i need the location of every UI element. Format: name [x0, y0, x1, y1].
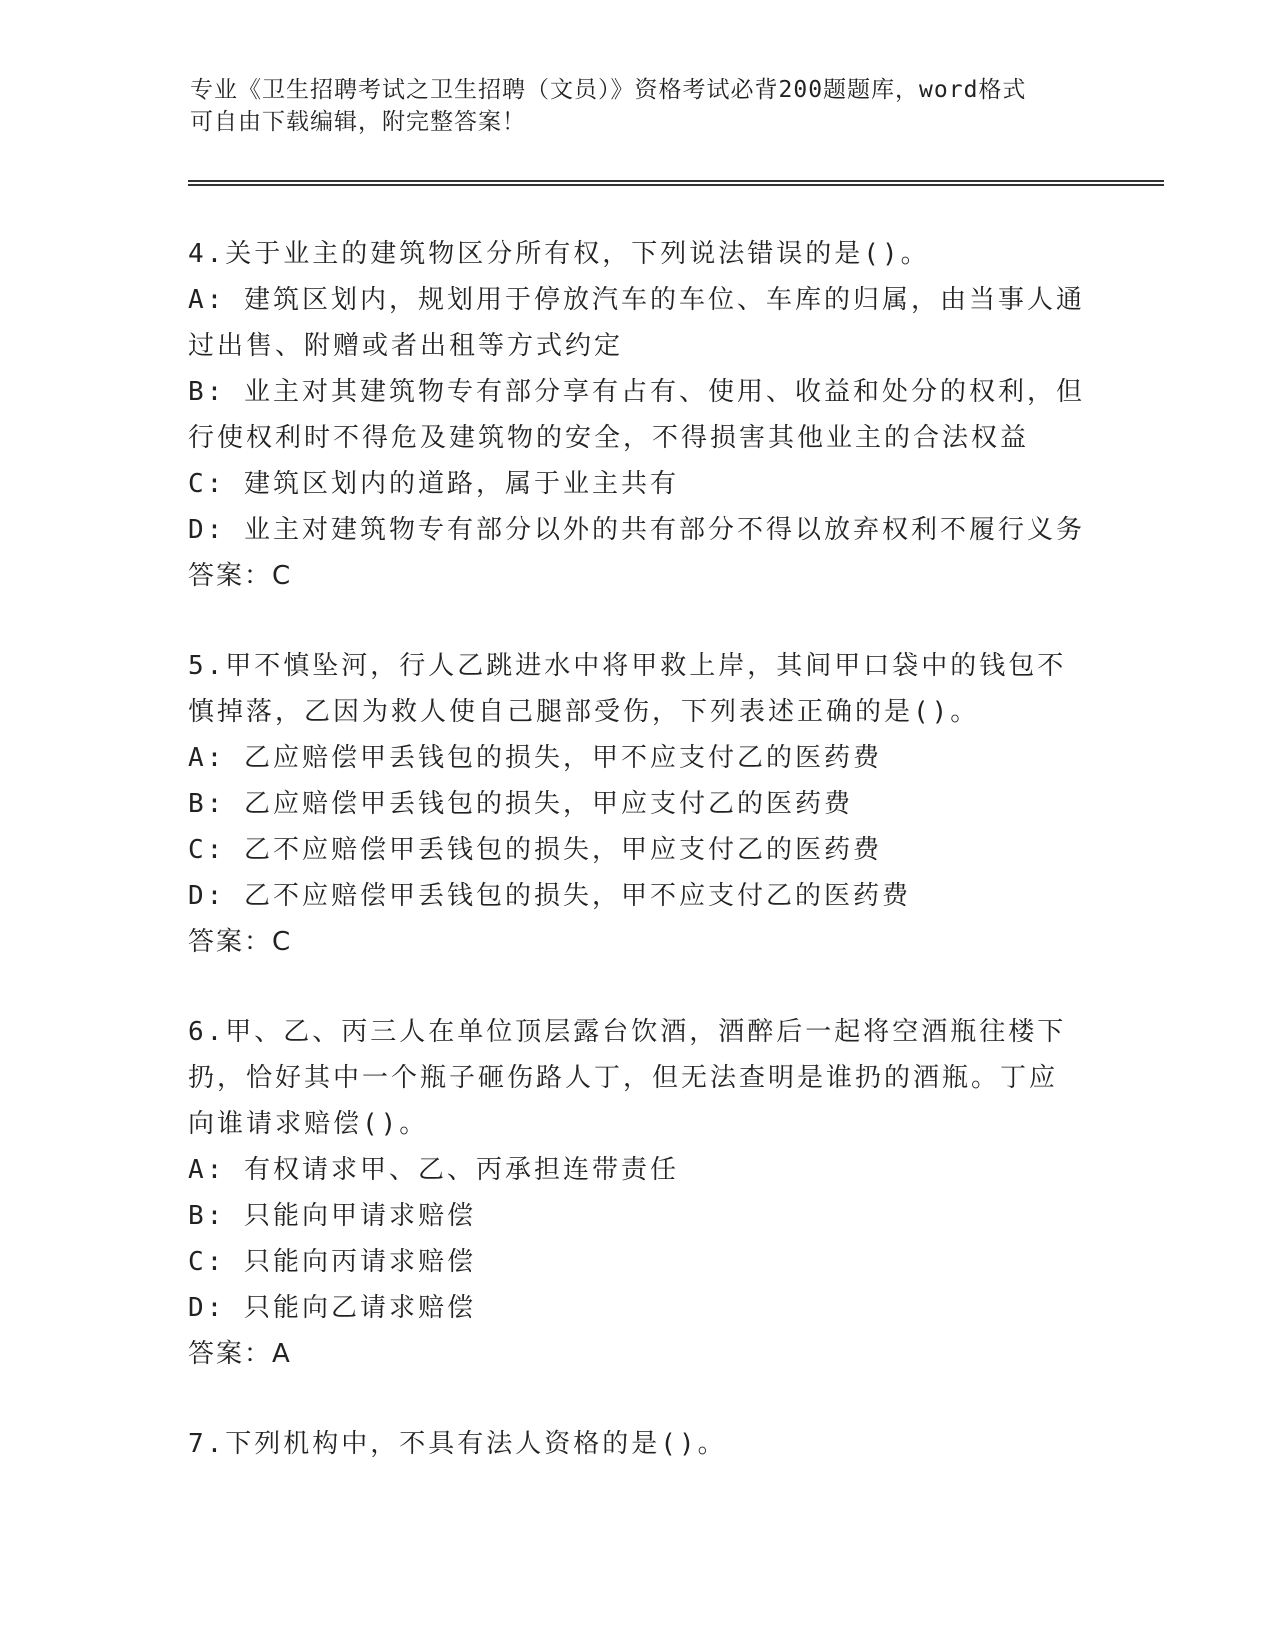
- question-5: [188, 643, 1088, 965]
- question-list: [188, 231, 1088, 1511]
- option-d: D: 业主对建筑物专有部分以外的共有部分不得以放弃权利不履行义务: [188, 515, 1085, 545]
- question-stem: 5.甲不慎坠河，行人乙跳进水中将甲救上岸，其间甲口袋中的钱包不 慎掉落，乙因为救人使自己腿部受伤，下列表述正确的是()。: [188, 651, 1067, 727]
- header-divider-bottom: [188, 184, 1164, 186]
- question-stem: 6.甲、乙、丙三人在单位顶层露台饮酒，酒醉后一起将空酒瓶往楼下 扔，恰好其中一个瓶子砸伤路人丁，但无法查明是谁扔的酒瓶。丁应 向谁请求赔偿()。: [188, 1017, 1067, 1139]
- option-d: D: 乙不应赔偿甲丢钱包的损失，甲不应支付乙的医药费: [188, 881, 911, 911]
- question-6: [188, 1009, 1088, 1377]
- header-divider-top: [188, 180, 1164, 182]
- option-b: B: 业主对其建筑物专有部分享有占有、使用、收益和处分的权利，但 行使权利时不得危及建筑物的安全，不得损害其他业主的合法权益: [188, 377, 1085, 453]
- option-a: A: 有权请求甲、乙、丙承担连带责任: [188, 1155, 679, 1185]
- question-stem: 4.关于业主的建筑物区分所有权，下列说法错误的是()。: [188, 239, 930, 269]
- option-a: A: 建筑区划内，规划用于停放汽车的车位、车库的归属，由当事人通 过出售、附赠或者出租等方式约定: [188, 285, 1085, 361]
- question-stem: 7.下列机构中，不具有法人资格的是()。: [188, 1429, 727, 1459]
- answer: 答案：C: [188, 927, 293, 957]
- option-c: C: 乙不应赔偿甲丢钱包的损失，甲应支付乙的医药费: [188, 835, 882, 865]
- option-c: C: 建筑区划内的道路，属于业主共有: [188, 469, 679, 499]
- answer: 答案：C: [188, 561, 293, 591]
- option-a: A: 乙应赔偿甲丢钱包的损失，甲不应支付乙的医药费: [188, 743, 882, 773]
- document-header: 专业《卫生招聘考试之卫生招聘（文员）》资格考试必背200题题库，word格式 可自由下载编辑，附完整答案！: [190, 77, 1027, 135]
- answer: 答案：A: [188, 1339, 292, 1369]
- option-b: B: 乙应赔偿甲丢钱包的损失，甲应支付乙的医药费: [188, 789, 853, 819]
- option-b: B: 只能向甲请求赔偿: [188, 1201, 476, 1231]
- question-7: [188, 1421, 1088, 1467]
- option-c: C: 只能向丙请求赔偿: [188, 1247, 476, 1277]
- option-d: D: 只能向乙请求赔偿: [188, 1293, 476, 1323]
- question-4: [188, 231, 1088, 599]
